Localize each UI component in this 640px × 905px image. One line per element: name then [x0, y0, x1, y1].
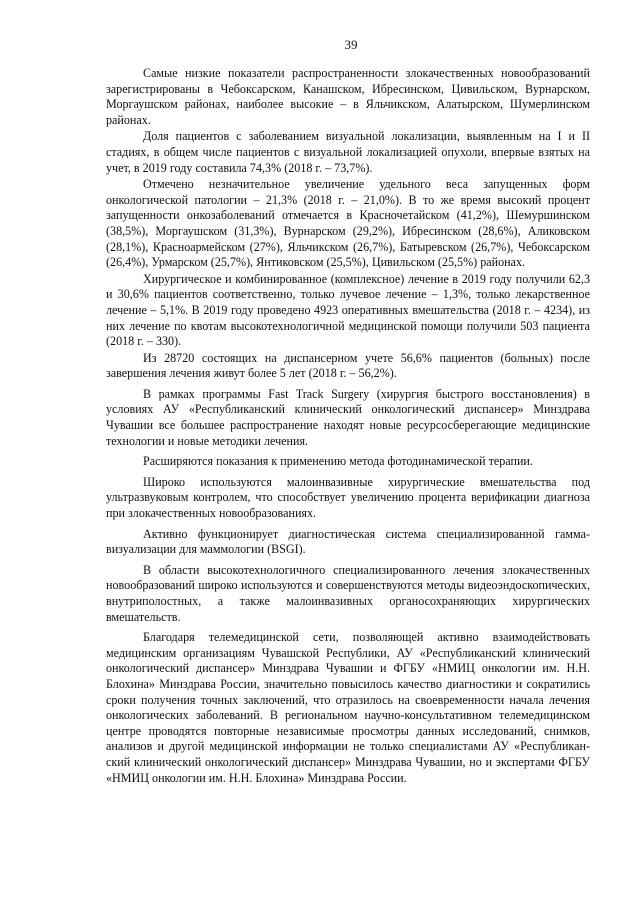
paragraph-high-tech-treatment: В области высокотехнологичного специализированного лечения злокачественных новообразований широко используются и совершенствуются методы видеоэндоскопических, внутриполостных, а также малоинвазивных органосохраняющих хирургических вмешательств.	[106, 562, 590, 624]
paragraph-early-stage-share: Доля пациентов с заболеванием визуальной локализации, выявленным на I и II стадиях, в общем числе пациентов с визуальной локализацией опухоли, впервые взятых на учет, в 2019 году составила 74,3% (2018 г. – 73,7%).	[106, 129, 590, 175]
paragraph-minimally-invasive: Широко используются малоинвазивные хирургические вмешательства под ультразвуковым контролем, что способствует увеличению процента верификации диагноза при злокачественных новообразованиях.	[106, 474, 590, 521]
paragraph-fast-track-surgery: В рамках программы Fast Track Surgery (хирургия быстрого восстановления) в условиях АУ «Республиканский клинический онкологический диспансер» Минздрава Чувашии все большее распространение находят новые ресурсосберегающие медицинские технологии и новые методики лечения.	[106, 386, 590, 448]
paragraph-photodynamic-therapy: Расширяются показания к применению метода фотодинамической терапии.	[143, 454, 533, 469]
paragraph-bsgi: Активно функционирует диагностическая система специализированной гамма-визуализации для маммологии (BSGI).	[106, 526, 590, 557]
paragraph-prevalence-districts: Самые низкие показатели распространенности злокачественных новообразований зарегистрированы в Чебоксарском, Канашском, Ибресинском, Цивильском, Вурнарском, Моргаушском районах, наиболее высокие – в Яльчикском, Алатырском, Шумерлинском районах.	[106, 66, 590, 127]
page-number: 39	[344, 37, 358, 52]
paragraph-telemedicine: Благодаря телемедицинской сети, позволяющей активно взаимодействовать медицинским организациям Чувашской Республики, АУ «Республиканский клинический онкологический диспансер» Минздрава Чувашии и ФГБУ «НМИЦ онкологии им. Н.Н. Блохина» Минздрава России, значительно повысилось качество диагностики и сократились сроки получения точных заключений, что отразилось на своевременности начала лечения онкологических заболеваний. В региональном научно-консультативном телемедицинском центре проводятся повторные независимые просмотры данных исследований, снимков, анализов и другой медицинской информации не только специалистами АУ «Республиканский клинический онкологический диспансер» Минздрава Чувашии, но и экспертами ФГБУ «НМИЦ онкологии им. Н.Н. Блохина» Минздрава России.	[106, 630, 590, 785]
paragraph-advanced-forms: Отмечено незначительное увеличение удельного веса запущенных форм онкологической патологии – 21,3% (2018 г. – 21,0%). В то же время высокий процент запущенности онкозаболеваний отмечается в Красночетайском (41,2%), Шемуршинском (38,5%), Моргаушском (31,3%), Вурнарском (29,2%), Ибресинском (28,6%), Аликовском (28,1%), Красноармейском (27%), Яльчикском (26,7%), Батыревском (26,7%), Чебоксарском (26,4%), Урмарском (25,7%), Янтиковском (25,5%), Цивильском (25,5%) районах.	[106, 177, 590, 270]
paragraph-treatment-methods: Хирургическое и комбинированное (комплексное) лечение в 2019 году получили 62,3 и 30,6% пациентов соответственно, только лучевое лечение – 1,3%, только лекарственное лечение – 5,1%. В 2019 году проведено 4923 оперативных вмешательства (2018 г. – 4234), из них лечение по квотам высокотехнологичной медицинской помощи получили 503 пациента (2018 г. – 330).	[106, 271, 590, 349]
paragraph-five-year-survival: Из 28720 состоящих на диспансерном учете 56,6% пациентов (больных) после завершения лечения живут более 5 лет (2018 г. – 56,2%).	[106, 350, 590, 381]
